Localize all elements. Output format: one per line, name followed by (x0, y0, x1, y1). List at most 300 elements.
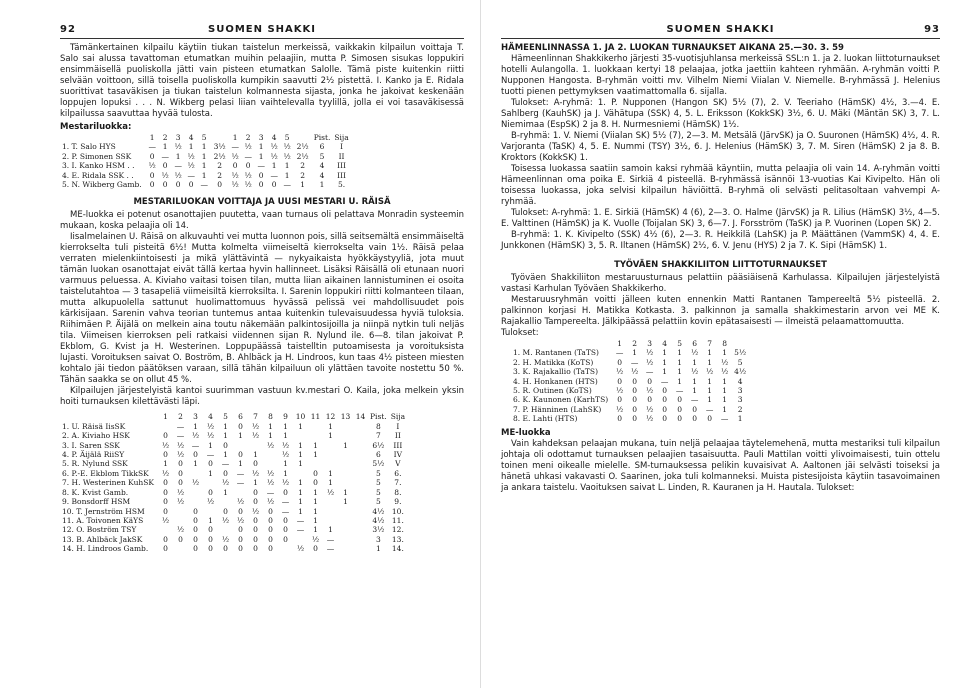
table-row (511, 377, 748, 386)
table-cell (188, 488, 203, 497)
running-head-right (501, 24, 940, 39)
table-cell: 1 (328, 478, 333, 488)
table-cell: 1 (343, 487, 348, 497)
table-cell (353, 497, 368, 506)
subtotal-cell: 2 (300, 170, 306, 180)
table-cell: 1 (722, 404, 728, 414)
header-cell: 1 (232, 133, 238, 142)
player-name: 3. I. Kanko HSM . . (62, 161, 135, 171)
table-cell: 0 (149, 180, 155, 190)
header-cell: 3 (258, 133, 264, 142)
table-cell: — (630, 357, 639, 367)
table-cell: — (645, 367, 654, 377)
table-cell (353, 507, 368, 516)
table-cell: 1 (343, 440, 348, 450)
table-cell: — (231, 142, 239, 152)
table-cell: 1 (193, 459, 198, 469)
table-cell: 1 (298, 421, 303, 431)
table-cell: ½ (176, 450, 185, 460)
table-cell (323, 459, 338, 468)
table-cell: 0 (283, 534, 288, 544)
table-cell: 1 (298, 506, 303, 516)
table-cell: 0 (193, 525, 198, 535)
table-cell: 1 (223, 487, 228, 497)
rank-cell: II (338, 151, 345, 161)
header-cell: 2 (632, 339, 638, 348)
table-cell: ½ (251, 431, 260, 441)
points-cell: 4½ (372, 515, 385, 525)
table-cell: ½ (616, 386, 624, 396)
table-cell: — (326, 534, 335, 544)
paragraph: Kilpailujen järjestelyistä kantoi suurimman vastuun kv.mestari O. Kaila, joka melkein yksin hoiti turnauksen kilettävästi läpi. (60, 386, 464, 408)
table-cell: — (244, 151, 252, 161)
table-cell: ½ (187, 151, 195, 161)
table-cell (248, 441, 263, 450)
rank-cell: II (394, 431, 401, 441)
paragraph: Mestaruusryhmän voitti jälleen kuten ennenkin Matti Rantanen Tampereeltä 5½ pisteellä. 2. palkinnon korjasi H. Matikka Kotkasta. 3. palkinnon ja samalla shakkimestarin arvon vei ME K. Rajakallio Tampereelta. Jälkipäässä pelattiin kovin epätasaisesti — ilmeistä pelaamattomuutta. (501, 295, 940, 327)
player-name: 4. H. Honkanen (HTS) (513, 376, 598, 386)
table-cell: 0 (238, 450, 243, 460)
table-cell: — (236, 478, 245, 488)
table-row (60, 161, 351, 170)
table-cell: ½ (251, 421, 260, 431)
table-cell (188, 469, 203, 478)
table-cell (173, 507, 188, 516)
table-cell: 1 (283, 421, 288, 431)
table-cell: ½ (244, 142, 252, 152)
header-cell: 7 (707, 339, 713, 348)
table-cell: 0 (208, 534, 213, 544)
table-cell: 1 (298, 487, 303, 497)
header-cell: 9 (283, 412, 288, 422)
table-cell: 0 (268, 525, 273, 535)
header-cell: 3 (647, 339, 653, 348)
table-cell: 0 (662, 414, 668, 424)
table-cell: 1 (677, 367, 683, 377)
results-paragraph: B-ryhmä: 1. K. Kivipelto (SSK) 4½ (6), 2—3. R. Heikkilä (LahSK) ja P. Määttänen (VammSK) 4, 4. E. Junkkonen (HämSK) 3, 5. R. Iltanen (HämSK) 2½, 6. V. Jenu (HYS) 2 ja 7. K. Sipi (HämSK) 1. (501, 230, 940, 251)
table-cell (353, 431, 368, 440)
rank-cell: 10. (391, 506, 404, 516)
table-cell (353, 422, 368, 431)
player-name: 6. P.-E. Ekblom TikkSK (62, 468, 149, 478)
table-cell: ½ (191, 431, 200, 441)
player-name: 8. E. Lahti (HTS) (513, 414, 578, 424)
results-paragraph: B-ryhmä: 1. V. Niemi (Viialan SK) 5½ (7), 2—3. M. Metsälä (JärvSK) ja O. Suuronen (HämSK) 4½, 4. R. Varjoranta (TaSK) 4, 5. E. Nummi (TSY) 3½, 6. J. Helenius (HämSK) 3, 7. M. Siren (HämSK) 2 ja 8. B. Kroktors (KokkSK) 1. (501, 131, 940, 163)
paragraph: Iisalmelainen U. Räisä on alkuvauhti vei mutta luonnon pois, sillä seitsemältä ensimmäiseltä kierrokselta tuli pisteitä 6½! Mutta kolmelta viimeiseltä kierrokselta vain 1½. Räisä pelaa verraten mielenkiintoisesti ja mikä ylättävintä — nykyaikaista hyökkäystyyliä, jota muut tämän luokan osanottajat eivät tällä kertaa hyvin hallinneet. Lisäksi Räisällä oli etunaan nuori varmuus peluessa. A. Kiviaho vaitasi toisen tilan, mutta liian aikainen lannistuminen ei osoita taistelutahtoa — 3 tasapeliä viimeisiltä kierroksilta. I. Sarenin loppukiri riitti kolmanteen tilaan, mutta alkupuolella sattunut huolimattomuus hyvässä pelissä vei mahdollisuudet pois kärkisijaan. Sarenin vahva teorian tuntemus antaa kuitenkin tulevaisuudessa hyviä tuloksia. Riihimäen P. Äijälä on melkein aina toutu näkemään palkintosijoilla ja niinpä nytkin tuli neljäs tila. Viimeisen kierroksen peli ratkaisi viidennen sijan R. Nylund ile. 6—8. tilan jakoivat P. Ekblom, G. Kvist ja H. Westerinen. Loppupäässä taistelltin putoamisesta ja voroituksista lujasti. Voroituksen saivat O. Boström, B. Ahlbäck ja H. Lindroos, kun taas 4½ pisteen miesten kohtalo jäi tiedon päätöksen varaan, sillä tähän kilpailuun oli ylättäen tavoite nostettu 50 %. Tähän saakka se on ollut 45 %. (60, 232, 464, 386)
table-cell (338, 507, 353, 516)
table-cell: 1 (193, 421, 198, 431)
table-cell: — (236, 468, 245, 478)
header-cell: 2 (245, 133, 251, 142)
points-cell: 3 (737, 386, 743, 396)
table-cell: ½ (206, 421, 215, 431)
table-cell: 0 (223, 544, 228, 554)
table-cell: 0 (647, 376, 653, 386)
crosstable-me-class (60, 412, 407, 553)
subtotal-cell: 3½ (213, 142, 226, 152)
subtotal-cell: 2½ (213, 151, 226, 161)
table-cell (173, 544, 188, 553)
table-cell (338, 459, 353, 468)
rank-cell: I (340, 142, 344, 152)
table-cell: 1 (163, 459, 168, 469)
table-cell (263, 450, 278, 459)
header-cell: 4 (208, 412, 213, 422)
header-cell: 13 (340, 412, 351, 422)
table-cell (218, 497, 233, 506)
table-cell: 1 (298, 478, 303, 488)
table-cell: 0 (163, 497, 168, 507)
player-name: 4. E. Ridala SSK . . (62, 170, 134, 180)
header-cell: 10 (295, 412, 306, 422)
table-cell: 1 (298, 497, 303, 507)
table-cell: 0 (313, 544, 318, 554)
header-cell: 2 (178, 412, 183, 422)
header-cell: 4 (662, 339, 668, 348)
table-cell: ½ (616, 404, 624, 414)
header-cell: 5 (284, 133, 290, 142)
table-row (511, 395, 748, 404)
table-cell (338, 525, 353, 534)
table-cell (338, 431, 353, 440)
table-cell: ½ (176, 440, 185, 450)
table-cell: 0 (193, 515, 198, 525)
points-cell: 3 (737, 395, 743, 405)
table-row (60, 516, 407, 525)
table-cell: 0 (253, 487, 258, 497)
table-cell: 0 (193, 534, 198, 544)
table-cell (203, 478, 218, 487)
header-cell: 4 (271, 133, 277, 142)
rank-cell: 14. (391, 544, 404, 554)
points-cell: 5½ (734, 348, 747, 358)
table-cell (353, 478, 368, 487)
table-row (60, 535, 407, 544)
paragraph: Vain kahdeksan pelaajan mukana, tuin neljä pelaajaa täytelemehenä, mutta mestariksi tuli kilpailun johtaja oli odottamut turnauksen pelaajien tasaisuutta. Pauli Mattilan voitti ylivoimaisesti, tuin ottelu toinen meni oikealle mielelle. SM-turnauksessa pelikin kuvaisivat A. Aaltonen jäi selvästi toiseksi ja hänetä uhkasi vakavasti O. Saarinen, joka tuli kolmanneksi. Muista pistesijoista käytiin tasavoimainen ja ankara taistelu. Vaoituksen saivat L. Linden, R. Kauranen ja H. Hautala. Tulokset: (501, 438, 940, 493)
table-cell: ½ (296, 544, 305, 554)
table-cell: — (283, 180, 291, 190)
table-cell: — (660, 376, 669, 386)
table-cell: 1 (223, 421, 228, 431)
table-cell: 0 (632, 386, 638, 396)
table-cell: 1 (722, 376, 728, 386)
table-cell: 0 (632, 376, 638, 386)
table-cell: 1 (722, 348, 728, 358)
table-cell: — (187, 170, 195, 180)
table-header-row (60, 133, 351, 142)
table-row (60, 478, 407, 487)
points-cell: 6 (319, 142, 325, 152)
table-cell: 1 (343, 497, 348, 507)
subtotal-cell: 1 (300, 180, 306, 190)
table-cell: 0 (175, 180, 181, 190)
player-name: 2. H. Matikka (KoTS) (513, 357, 594, 367)
table-cell: ½ (646, 357, 654, 367)
table-cell: 1 (313, 525, 318, 535)
table-cell (218, 525, 233, 534)
points-cell: 5 (319, 151, 325, 161)
table-cell (323, 516, 338, 525)
player-name: 5. R. Nylund SSK (62, 459, 128, 469)
player-name: 13. B. Ahlbäck JakSK (62, 534, 143, 544)
running-head-left (60, 24, 464, 39)
table-cell: 0 (617, 414, 623, 424)
table-cell: — (720, 414, 729, 424)
table-cell: ½ (187, 161, 195, 171)
table-row (60, 488, 407, 497)
player-name: 5. N. Wikberg Gamb. (62, 180, 142, 190)
table-cell: 0 (238, 525, 243, 535)
table-cell: ½ (721, 357, 729, 367)
table-cell (323, 507, 338, 516)
table-cell: 0 (162, 180, 168, 190)
table-cell: 1 (677, 348, 683, 358)
table-cell: 0 (253, 534, 258, 544)
table-cell: ½ (326, 487, 335, 497)
table-cell: 1 (271, 161, 277, 171)
points-cell: 6 (375, 450, 381, 460)
points-cell: 1 (737, 414, 743, 424)
header-cell: 4 (188, 133, 194, 142)
header-cell: 1 (617, 339, 623, 348)
table-cell: ½ (161, 170, 169, 180)
table-cell: 1 (258, 142, 264, 152)
table-cell: — (281, 506, 290, 516)
table-cell (353, 469, 368, 478)
points-cell: 5 (737, 357, 743, 367)
table-cell: ½ (206, 497, 215, 507)
table-cell: — (176, 421, 185, 431)
table-cell: ½ (616, 367, 624, 377)
header-cell (732, 339, 748, 348)
table-cell: 0 (258, 170, 264, 180)
table-cell: — (690, 395, 699, 405)
header-cell: 6 (692, 339, 698, 348)
header-cell: Sija (334, 133, 349, 142)
table-cell: — (281, 497, 290, 507)
table-cell: — (257, 161, 265, 171)
table-cell: ½ (231, 170, 239, 180)
table-row (511, 414, 748, 423)
table-cell: 1 (722, 386, 728, 396)
table-row (60, 152, 351, 161)
table-cell: — (296, 525, 305, 535)
points-cell: 5½ (372, 459, 385, 469)
table-cell: 0 (178, 468, 183, 478)
table-cell: 1 (707, 357, 713, 367)
table-cell: 0 (253, 497, 258, 507)
table-cell (353, 525, 368, 534)
points-cell: 8 (375, 421, 381, 431)
table-cell: 1 (328, 431, 333, 441)
table-cell: ½ (281, 450, 290, 460)
table-cell: 0 (632, 404, 638, 414)
table-cell: ½ (706, 367, 714, 377)
table-cell: ½ (266, 478, 275, 488)
table-cell: ½ (231, 151, 239, 161)
header-cell: 6 (238, 412, 243, 422)
table-cell: 0 (238, 534, 243, 544)
table-cell: 1 (313, 440, 318, 450)
table-cell: ½ (191, 478, 200, 488)
table-cell: 0 (163, 534, 168, 544)
table-cell: ½ (691, 367, 699, 377)
points-cell: 4½ (734, 367, 747, 377)
header-cell: 3 (175, 133, 181, 142)
table-cell: ½ (148, 161, 156, 171)
table-cell: 1 (313, 515, 318, 525)
table-cell: ½ (646, 404, 654, 414)
table-header-row (60, 412, 407, 421)
table-cell: 1 (268, 421, 273, 431)
table-cell (293, 469, 308, 478)
table-row (60, 544, 407, 553)
table-cell (353, 544, 368, 553)
table-cell: 0 (692, 404, 698, 414)
table-cell: ½ (231, 180, 239, 190)
table-cell: — (221, 459, 230, 469)
table-cell: 0 (208, 544, 213, 554)
table-cell: 0 (223, 440, 228, 450)
table-cell: 0 (268, 534, 273, 544)
points-cell: 4 (319, 161, 325, 171)
player-name: 3. I. Saren SSK (62, 440, 120, 450)
table-cell: 1 (298, 440, 303, 450)
player-name: 14. H. Lindroos Gamb. (62, 544, 149, 554)
points-cell: 1 (375, 544, 381, 554)
rank-cell: 13. (391, 534, 404, 544)
header-cell: 5 (677, 339, 683, 348)
header-cell: 14 (355, 412, 366, 422)
header-cell: Pist. (313, 133, 331, 142)
subtotal-cell: 2 (217, 161, 223, 171)
subtotal-cell: 0 (217, 180, 223, 190)
table-cell: 0 (162, 161, 168, 171)
table-cell: 1 (662, 348, 668, 358)
table-cell: 0 (258, 180, 264, 190)
rank-cell: 6. (394, 468, 402, 478)
table-cell: ½ (270, 151, 278, 161)
table-cell: — (296, 515, 305, 525)
table-cell: 0 (617, 357, 623, 367)
table-cell: 1 (707, 376, 713, 386)
table-cell: 0 (238, 421, 243, 431)
table-header-row (511, 339, 748, 348)
table-cell: — (705, 404, 714, 414)
points-cell: 4½ (372, 506, 385, 516)
table-cell: 1 (707, 348, 713, 358)
player-name: 2. A. Kiviaho HSK (62, 431, 130, 441)
header-cell: 2 (162, 133, 168, 142)
section-heading: HÄMEENLINNASSA 1. JA 2. LUOKAN TURNAUKSET AIKANA 25.—30. 3. 59 (501, 43, 844, 53)
player-name: 7. H. Westerinen KuhSK (62, 478, 154, 488)
table-cell: 0 (632, 414, 638, 424)
header-cell: 5 (201, 133, 207, 142)
table-cell: 0 (208, 459, 213, 469)
player-name: 8. K. Kvist Gamb. (62, 487, 129, 497)
table-cell: ½ (266, 497, 275, 507)
table-cell (353, 450, 368, 459)
table-cell: 0 (223, 506, 228, 516)
header-cell: 1 (163, 412, 168, 422)
running-title: SUOMEN SHAKKI (208, 24, 316, 35)
table-cell (338, 544, 353, 553)
points-cell: 3½ (372, 525, 385, 535)
table-cell: 0 (617, 395, 623, 405)
table-cell: ½ (270, 142, 278, 152)
table-cell (353, 488, 368, 497)
table-cell (308, 431, 323, 440)
table-cell: 0 (163, 506, 168, 516)
table-cell: 1 (223, 431, 228, 441)
table-cell: ½ (251, 506, 260, 516)
table-cell: ½ (221, 534, 230, 544)
table-cell: 0 (313, 468, 318, 478)
table-cell: 0 (677, 404, 683, 414)
header-cell: 5 (223, 412, 228, 422)
table-cell: 1 (707, 395, 713, 405)
header-cell: 1 (149, 133, 155, 142)
points-cell: 5 (375, 478, 381, 488)
table-cell: 0 (283, 487, 288, 497)
table-cell: 0 (253, 459, 258, 469)
table-cell (338, 478, 353, 487)
table-cell (353, 535, 368, 544)
rank-cell: V (395, 459, 401, 469)
table-cell: 0 (163, 487, 168, 497)
table-cell: 0 (632, 395, 638, 405)
table-cell: — (191, 440, 200, 450)
points-cell: 6½ (372, 440, 385, 450)
table-title: Mestariluokka: (60, 122, 132, 132)
table-row (60, 180, 351, 189)
table-cell (293, 535, 308, 544)
table-cell: 0 (193, 506, 198, 516)
player-name: 1. T. Salo HYS (62, 142, 116, 152)
table-cell: 1 (253, 450, 258, 460)
table-row (60, 142, 351, 151)
table-cell: ½ (244, 180, 252, 190)
table-cell (158, 525, 173, 534)
header-cell (211, 133, 229, 142)
header-cell (511, 339, 612, 348)
table-cell (338, 422, 353, 431)
table-cell: — (615, 348, 624, 358)
table-cell: — (270, 170, 278, 180)
table-cell: — (326, 544, 335, 554)
table-cell: 1 (201, 170, 207, 180)
table-cell: 0 (271, 180, 277, 190)
table-cell: 0 (253, 525, 258, 535)
table-cell: 1 (313, 450, 318, 460)
table-cell: 0 (677, 414, 683, 424)
table-row (511, 405, 748, 414)
results-label: Tulokset: (501, 328, 539, 338)
rank-cell: IV (393, 450, 403, 460)
table-cell: ½ (311, 534, 320, 544)
table-cell: ½ (281, 440, 290, 450)
table-cell: 1 (201, 151, 207, 161)
table-cell: ½ (266, 468, 275, 478)
header-cell (60, 412, 158, 421)
table-cell (203, 507, 218, 516)
table-cell: 0 (677, 395, 683, 405)
table-cell: 0 (253, 515, 258, 525)
subtotal-cell: 2½ (296, 151, 309, 161)
table-cell: ½ (221, 478, 230, 488)
points-cell: 4 (737, 376, 743, 386)
table-cell: — (161, 151, 169, 161)
